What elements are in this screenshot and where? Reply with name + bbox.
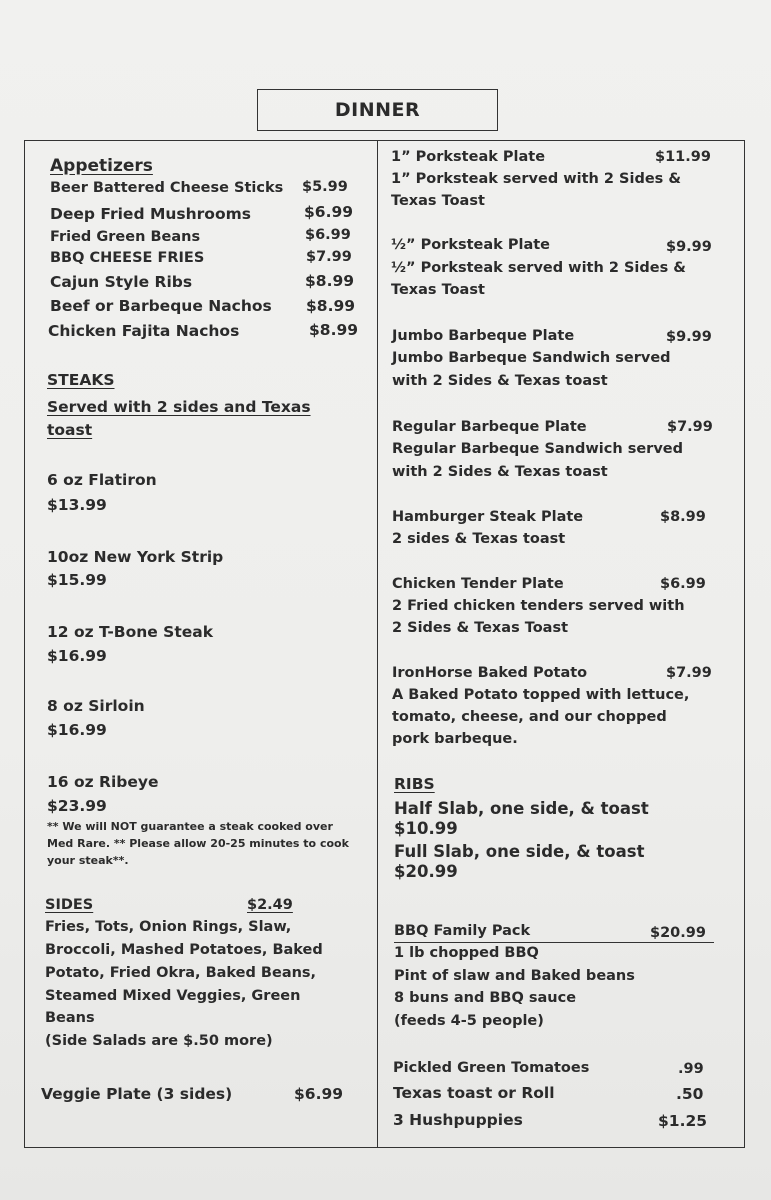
extra-price: .50 [676, 1085, 704, 1103]
appetizer-name: Cajun Style Ribs [50, 273, 193, 291]
plate-desc: Regular Barbeque Sandwich served [392, 441, 683, 457]
plate-desc: 2 Fried chicken tenders served with [392, 598, 685, 614]
plate-desc: 2 Sides & Texas Toast [392, 620, 569, 636]
column-divider [377, 140, 378, 1148]
ribs-heading: RIBS [394, 775, 435, 793]
appetizer-price: $6.99 [304, 203, 354, 221]
sides-line: Beans [45, 1010, 95, 1026]
family-pack-line: 8 buns and BBQ sauce [394, 990, 577, 1006]
steak-price: $23.99 [47, 797, 107, 815]
plate-price: $9.99 [666, 329, 712, 345]
family-pack-price: $20.99 [650, 925, 706, 941]
plate-price: $9.99 [666, 239, 712, 255]
family-pack-name: BBQ Family Pack [394, 923, 531, 939]
appetizer-price: $8.99 [305, 272, 355, 290]
appetizer-price: $8.99 [309, 321, 359, 339]
steaks-subheading-cont: toast [47, 421, 93, 439]
family-pack-line: (feeds 4-5 people) [394, 1013, 544, 1029]
plate-price: $8.99 [660, 509, 706, 525]
sides-line: Fries, Tots, Onion Rings, Slaw, [45, 919, 292, 935]
steaks-heading: STEAKS [47, 371, 115, 389]
sides-line: Steamed Mixed Veggies, Green [45, 988, 301, 1004]
menu-title-text: DINNER [334, 99, 421, 121]
steak-price: $15.99 [47, 571, 107, 589]
plate-name: IronHorse Baked Potato [392, 665, 588, 681]
plate-desc: tomato, cheese, and our chopped [392, 709, 667, 725]
plate-desc: pork barbeque. [392, 731, 518, 747]
ribs-name: Half Slab, one side, & toast [394, 799, 649, 818]
steak-price: $16.99 [47, 721, 107, 739]
steak-name: 16 oz Ribeye [47, 773, 159, 791]
steaks-subheading: Served with 2 sides and Texas [47, 398, 311, 416]
extra-price: .99 [678, 1061, 704, 1077]
plate-name: 1” Porksteak Plate [391, 149, 546, 165]
ribs-name: Full Slab, one side, & toast [394, 842, 645, 861]
plate-desc: 2 sides & Texas toast [392, 531, 566, 547]
sides-line: Potato, Fried Okra, Baked Beans, [45, 965, 317, 981]
steak-name: 8 oz Sirloin [47, 697, 145, 715]
side-salad-note: (Side Salads are $.50 more) [45, 1033, 273, 1049]
steak-disclaimer: ** We will NOT guarantee a steak cooked over Med Rare. ** Please allow 20-25 minutes to cook your steak**. [47, 820, 349, 867]
appetizer-name: Chicken Fajita Nachos [48, 322, 240, 340]
plate-desc: ½” Porksteak served with 2 Sides & [391, 260, 686, 276]
appetizer-price: $8.99 [306, 297, 356, 315]
extra-name: 3 Hushpuppies [393, 1111, 523, 1129]
plate-name: Hamburger Steak Plate [392, 509, 584, 525]
appetizer-name: Fried Green Beans [50, 229, 201, 245]
extra-name: Texas toast or Roll [393, 1084, 555, 1102]
plate-desc: Texas Toast [391, 193, 485, 209]
appetizer-price: $7.99 [306, 249, 352, 265]
plate-desc: Texas Toast [391, 282, 485, 298]
family-pack-line: Pint of slaw and Baked beans [394, 968, 635, 984]
appetizer-name: Deep Fried Mushrooms [50, 205, 251, 223]
plate-price: $7.99 [667, 419, 713, 435]
menu-title [257, 89, 498, 131]
plate-name: Jumbo Barbeque Plate [392, 328, 575, 344]
appetizer-name: Beer Battered Cheese Sticks [50, 180, 284, 196]
plate-desc: Jumbo Barbeque Sandwich served [392, 350, 671, 366]
plate-desc: with 2 Sides & Texas toast [392, 464, 608, 480]
steak-price: $13.99 [47, 496, 107, 514]
plate-price: $11.99 [655, 149, 711, 165]
plate-price: $6.99 [660, 576, 706, 592]
family-pack-underline [394, 942, 714, 943]
sides-heading: SIDES [45, 897, 94, 913]
steak-name: 12 oz T-Bone Steak [47, 623, 214, 641]
veggie-plate-price: $6.99 [294, 1085, 344, 1103]
appetizer-price: $5.99 [302, 179, 348, 195]
ribs-price: $20.99 [394, 862, 458, 881]
sides-line: Broccoli, Mashed Potatoes, Baked [45, 942, 323, 958]
ribs-price: $10.99 [394, 819, 458, 838]
extra-price: $1.25 [658, 1112, 708, 1130]
steak-name: 10oz New York Strip [47, 548, 224, 566]
plate-desc: A Baked Potato topped with lettuce, [392, 687, 690, 703]
veggie-plate-name: Veggie Plate (3 sides) [41, 1085, 233, 1103]
appetizer-name: Beef or Barbeque Nachos [50, 297, 272, 315]
steak-name: 6 oz Flatiron [47, 471, 157, 489]
plate-desc: with 2 Sides & Texas toast [392, 373, 608, 389]
plate-name: Regular Barbeque Plate [392, 419, 587, 435]
family-pack-line: 1 lb chopped BBQ [394, 945, 539, 961]
appetizers-heading: Appetizers [50, 156, 153, 176]
plate-name: ½” Porksteak Plate [391, 237, 550, 253]
sides-price: $2.49 [247, 897, 293, 913]
plate-price: $7.99 [666, 665, 712, 681]
plate-desc: 1” Porksteak served with 2 Sides & [391, 171, 682, 187]
appetizer-name: BBQ CHEESE FRIES [50, 250, 205, 266]
extra-name: Pickled Green Tomatoes [393, 1060, 590, 1076]
appetizer-price: $6.99 [305, 227, 351, 243]
steak-price: $16.99 [47, 647, 107, 665]
plate-name: Chicken Tender Plate [392, 576, 564, 592]
